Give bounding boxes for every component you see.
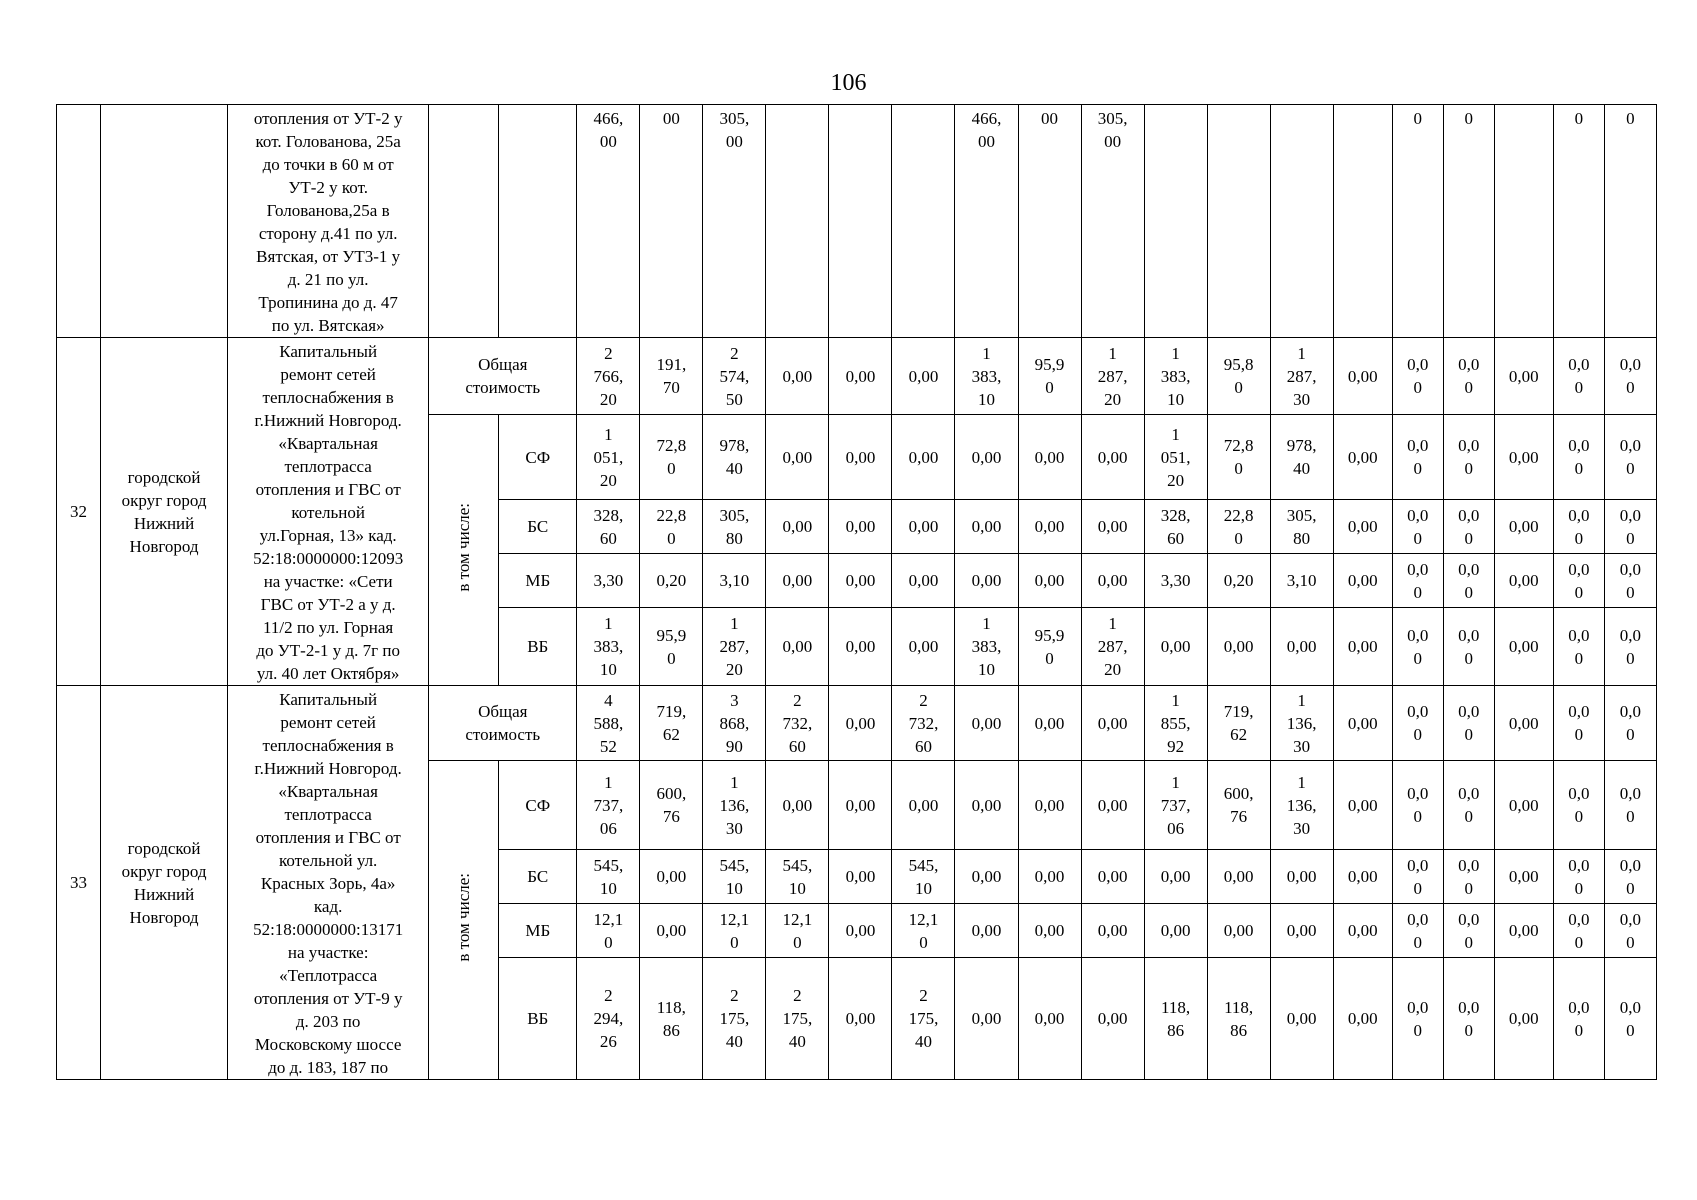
funding-source-code: МБ xyxy=(499,554,577,608)
value-cell: 00 xyxy=(1018,105,1081,338)
value-cell: 0,0 0 xyxy=(1443,686,1494,761)
value-cell: 0,00 xyxy=(1081,686,1144,761)
value-cell: 0,0 0 xyxy=(1443,338,1494,415)
value-cell: 0,00 xyxy=(1081,850,1144,904)
value-cell: 0,00 xyxy=(1494,686,1553,761)
value-cell: 0,0 0 xyxy=(1604,500,1656,554)
value-cell: 0,0 0 xyxy=(1443,500,1494,554)
value-cell: 0,0 0 xyxy=(1604,958,1656,1080)
value-cell: 1 136, 30 xyxy=(1270,761,1333,850)
value-cell: 0,0 0 xyxy=(1553,761,1604,850)
value-cell: 0,00 xyxy=(1081,761,1144,850)
value-cell: 305, 80 xyxy=(1270,500,1333,554)
source-cell xyxy=(499,105,577,338)
value-cell: 328, 60 xyxy=(1144,500,1207,554)
value-cell: 191, 70 xyxy=(640,338,703,415)
value-cell: 0,0 0 xyxy=(1553,500,1604,554)
value-cell: 0,00 xyxy=(640,904,703,958)
including-label-cell xyxy=(429,761,499,1080)
value-cell: 0,00 xyxy=(892,554,955,608)
value-cell: 0,00 xyxy=(1494,415,1553,500)
municipality-cell: городской округ город Нижний Новгород xyxy=(101,338,228,686)
value-cell: 0,0 0 xyxy=(1392,686,1443,761)
value-cell xyxy=(1333,105,1392,338)
value-cell: 719, 62 xyxy=(1207,686,1270,761)
value-cell: 0,00 xyxy=(1018,850,1081,904)
value-cell: 0,0 0 xyxy=(1604,904,1656,958)
value-cell: 0,0 0 xyxy=(1443,608,1494,686)
value-cell: 545, 10 xyxy=(577,850,640,904)
value-cell: 2 175, 40 xyxy=(892,958,955,1080)
value-cell: 0,00 xyxy=(1144,904,1207,958)
value-cell: 0,00 xyxy=(1333,850,1392,904)
value-cell: 0,00 xyxy=(1018,415,1081,500)
value-cell: 1 051, 20 xyxy=(1144,415,1207,500)
value-cell: 0,0 0 xyxy=(1392,761,1443,850)
value-cell: 1 383, 10 xyxy=(1144,338,1207,415)
including-label-cell xyxy=(429,415,499,686)
value-cell: 1 383, 10 xyxy=(577,608,640,686)
value-cell: 0,0 0 xyxy=(1553,958,1604,1080)
value-cell: 95,9 0 xyxy=(640,608,703,686)
value-cell: 12,1 0 xyxy=(766,904,829,958)
value-cell: 0,00 xyxy=(892,761,955,850)
value-cell: 0,00 xyxy=(1333,761,1392,850)
value-cell: 545, 10 xyxy=(766,850,829,904)
value-cell: 466, 00 xyxy=(577,105,640,338)
value-cell: 305, 80 xyxy=(703,500,766,554)
value-cell: 0,0 0 xyxy=(1392,958,1443,1080)
value-cell: 0,0 0 xyxy=(1553,850,1604,904)
funding-source-code: МБ xyxy=(499,904,577,958)
value-cell: 0,00 xyxy=(1494,608,1553,686)
value-cell: 0 xyxy=(1392,105,1443,338)
value-cell: 0,00 xyxy=(955,686,1018,761)
municipality-cell xyxy=(101,105,228,338)
value-cell: 0,00 xyxy=(1144,608,1207,686)
value-cell: 0,0 0 xyxy=(1604,761,1656,850)
value-cell: 0,0 0 xyxy=(1392,904,1443,958)
value-cell: 0,20 xyxy=(1207,554,1270,608)
value-cell: 0,00 xyxy=(829,850,892,904)
value-cell: 0,0 0 xyxy=(1443,554,1494,608)
value-cell: 0,00 xyxy=(1494,850,1553,904)
value-cell: 0,00 xyxy=(1494,500,1553,554)
value-cell: 0,00 xyxy=(1494,958,1553,1080)
value-cell: 0,0 0 xyxy=(1392,338,1443,415)
value-cell: 22,8 0 xyxy=(640,500,703,554)
value-cell: 0,0 0 xyxy=(1392,554,1443,608)
page-number: 106 xyxy=(830,70,867,96)
value-cell xyxy=(1494,105,1553,338)
value-cell: 0 xyxy=(1604,105,1656,338)
value-cell: 22,8 0 xyxy=(1207,500,1270,554)
value-cell: 118, 86 xyxy=(1144,958,1207,1080)
description-cell: Капитальный ремонт сетей теплоснабжения в г.Нижний Новгород. «Квартальная теплотрасса отопления и ГВС от котельной ул. Красных Зорь, 4а» кад. 52:18:0000000:13171 на участке: «Теплотрасса отопления от УТ-9 у д. 203 по Московскому шоссе до д. 183, 187 по xyxy=(228,686,429,1080)
value-cell: 600, 76 xyxy=(1207,761,1270,850)
value-cell: 0,00 xyxy=(955,958,1018,1080)
value-cell: 1 287, 20 xyxy=(703,608,766,686)
value-cell: 0,0 0 xyxy=(1553,338,1604,415)
value-cell: 0,00 xyxy=(829,554,892,608)
value-cell xyxy=(1207,105,1270,338)
value-cell: 1 383, 10 xyxy=(955,608,1018,686)
value-cell: 0,00 xyxy=(1081,554,1144,608)
value-cell: 2 574, 50 xyxy=(703,338,766,415)
value-cell: 0,00 xyxy=(829,415,892,500)
value-cell: 0,00 xyxy=(829,608,892,686)
value-cell: 00 xyxy=(640,105,703,338)
value-cell: 0,00 xyxy=(829,761,892,850)
category-cell xyxy=(429,105,499,338)
value-cell: 3 868, 90 xyxy=(703,686,766,761)
value-cell: 0,0 0 xyxy=(1553,686,1604,761)
value-cell: 0,00 xyxy=(1207,904,1270,958)
value-cell: 0,00 xyxy=(1333,608,1392,686)
value-cell: 978, 40 xyxy=(703,415,766,500)
value-cell: 0,00 xyxy=(1207,608,1270,686)
description-cell: Капитальный ремонт сетей теплоснабжения в г.Нижний Новгород. «Квартальная теплотрасса отопления и ГВС от котельной ул.Горная, 13» кад. 52:18:0000000:12093 на участке: «Сети ГВС от УТ-2 а у д. 11/2 по ул. Горная до УТ-2-1 у д. 7г по ул. 40 лет Октября» xyxy=(228,338,429,686)
value-cell: 0,0 0 xyxy=(1604,338,1656,415)
value-cell: 0,00 xyxy=(1494,904,1553,958)
value-cell: 1 737, 06 xyxy=(577,761,640,850)
value-cell: 0,00 xyxy=(1018,958,1081,1080)
value-cell: 0,00 xyxy=(1333,686,1392,761)
value-cell: 3,10 xyxy=(703,554,766,608)
value-cell: 0,0 0 xyxy=(1604,608,1656,686)
value-cell xyxy=(1270,105,1333,338)
value-cell: 1 855, 92 xyxy=(1144,686,1207,761)
value-cell: 0,0 0 xyxy=(1392,850,1443,904)
table-row xyxy=(57,338,1657,415)
value-cell: 0,00 xyxy=(1333,958,1392,1080)
table-row xyxy=(57,105,1657,338)
value-cell xyxy=(892,105,955,338)
funding-source-code: ВБ xyxy=(499,958,577,1080)
value-cell: 0,0 0 xyxy=(1443,904,1494,958)
value-cell: 0,00 xyxy=(766,338,829,415)
value-cell: 0,0 0 xyxy=(1604,850,1656,904)
value-cell: 0,00 xyxy=(1333,904,1392,958)
value-cell: 0,0 0 xyxy=(1443,958,1494,1080)
value-cell: 12,1 0 xyxy=(892,904,955,958)
value-cell: 3,30 xyxy=(1144,554,1207,608)
value-cell: 95,9 0 xyxy=(1018,338,1081,415)
row-number-cell xyxy=(57,105,101,338)
value-cell: 1 383, 10 xyxy=(955,338,1018,415)
description-cell: отопления от УТ-2 у кот. Голованова, 25а до точки в 60 м от УТ-2 у кот. Голованова,25а в сторону д.41 по ул. Вятская, от УТ3-1 у д. 21 по ул. Тропинина до д. 47 по ул. Вятская» xyxy=(228,105,429,338)
value-cell: 719, 62 xyxy=(640,686,703,761)
value-cell: 0,00 xyxy=(1494,554,1553,608)
value-cell: 0,00 xyxy=(892,338,955,415)
value-cell: 12,1 0 xyxy=(577,904,640,958)
value-cell: 0,00 xyxy=(829,500,892,554)
value-cell: 0,00 xyxy=(829,904,892,958)
including-label: в том числе: xyxy=(453,502,473,592)
value-cell: 0,00 xyxy=(1081,415,1144,500)
value-cell: 0,00 xyxy=(1207,850,1270,904)
value-cell: 0,00 xyxy=(1018,761,1081,850)
value-cell xyxy=(766,105,829,338)
value-cell: 0,0 0 xyxy=(1443,761,1494,850)
value-cell: 3,10 xyxy=(1270,554,1333,608)
total-cost-label: Общая стоимость xyxy=(429,686,577,761)
value-cell: 0,00 xyxy=(766,415,829,500)
value-cell: 0,00 xyxy=(829,686,892,761)
value-cell: 0,00 xyxy=(766,554,829,608)
value-cell: 0,00 xyxy=(1494,761,1553,850)
value-cell: 0,00 xyxy=(766,761,829,850)
value-cell: 0,00 xyxy=(1018,904,1081,958)
value-cell: 1 136, 30 xyxy=(1270,686,1333,761)
municipality-cell: городской округ город Нижний Новгород xyxy=(101,686,228,1080)
value-cell: 0,00 xyxy=(1081,500,1144,554)
value-cell: 0,00 xyxy=(766,608,829,686)
table-row xyxy=(57,686,1657,761)
funding-source-code: ВБ xyxy=(499,608,577,686)
value-cell: 0,00 xyxy=(1333,338,1392,415)
value-cell: 0,00 xyxy=(955,850,1018,904)
value-cell: 0,0 0 xyxy=(1443,850,1494,904)
value-cell: 2 766, 20 xyxy=(577,338,640,415)
value-cell: 0,00 xyxy=(829,338,892,415)
budget-table xyxy=(56,104,1657,1080)
value-cell: 978, 40 xyxy=(1270,415,1333,500)
value-cell: 118, 86 xyxy=(1207,958,1270,1080)
value-cell: 1 136, 30 xyxy=(703,761,766,850)
value-cell: 1 287, 20 xyxy=(1081,608,1144,686)
value-cell: 305, 00 xyxy=(1081,105,1144,338)
value-cell: 0,00 xyxy=(1144,850,1207,904)
value-cell: 0,0 0 xyxy=(1604,554,1656,608)
value-cell: 2 175, 40 xyxy=(766,958,829,1080)
value-cell: 0,00 xyxy=(1081,958,1144,1080)
value-cell: 0,00 xyxy=(955,415,1018,500)
value-cell: 0,00 xyxy=(640,850,703,904)
value-cell: 3,30 xyxy=(577,554,640,608)
value-cell: 0,00 xyxy=(1333,415,1392,500)
value-cell: 0,00 xyxy=(1270,958,1333,1080)
value-cell: 0,0 0 xyxy=(1392,500,1443,554)
including-label: в том числе: xyxy=(453,872,473,962)
value-cell: 0,00 xyxy=(892,500,955,554)
value-cell: 0,20 xyxy=(640,554,703,608)
value-cell: 118, 86 xyxy=(640,958,703,1080)
value-cell: 0,00 xyxy=(892,415,955,500)
value-cell: 0,0 0 xyxy=(1553,415,1604,500)
value-cell: 2 175, 40 xyxy=(703,958,766,1080)
value-cell: 466, 00 xyxy=(955,105,1018,338)
value-cell: 2 732, 60 xyxy=(892,686,955,761)
value-cell: 0,00 xyxy=(1018,554,1081,608)
value-cell: 0,0 0 xyxy=(1392,608,1443,686)
value-cell: 0,00 xyxy=(1333,500,1392,554)
value-cell: 95,8 0 xyxy=(1207,338,1270,415)
value-cell: 545, 10 xyxy=(703,850,766,904)
value-cell: 0,00 xyxy=(766,500,829,554)
total-cost-label: Общая стоимость xyxy=(429,338,577,415)
value-cell: 0 xyxy=(1443,105,1494,338)
funding-source-code: СФ xyxy=(499,761,577,850)
value-cell: 1 287, 30 xyxy=(1270,338,1333,415)
value-cell: 72,8 0 xyxy=(640,415,703,500)
funding-source-code: БС xyxy=(499,500,577,554)
value-cell: 0,00 xyxy=(1270,904,1333,958)
funding-source-code: СФ xyxy=(499,415,577,500)
row-number-cell: 32 xyxy=(57,338,101,686)
value-cell: 0,00 xyxy=(1270,850,1333,904)
value-cell: 12,1 0 xyxy=(703,904,766,958)
value-cell: 0,00 xyxy=(1081,904,1144,958)
value-cell: 0,00 xyxy=(955,761,1018,850)
value-cell: 0,0 0 xyxy=(1443,415,1494,500)
value-cell: 328, 60 xyxy=(577,500,640,554)
value-cell: 1 051, 20 xyxy=(577,415,640,500)
value-cell: 0,0 0 xyxy=(1604,415,1656,500)
value-cell: 0,0 0 xyxy=(1392,415,1443,500)
value-cell: 0,00 xyxy=(955,904,1018,958)
value-cell: 0,0 0 xyxy=(1553,608,1604,686)
value-cell: 0,00 xyxy=(892,608,955,686)
row-number-cell: 33 xyxy=(57,686,101,1080)
value-cell: 0,00 xyxy=(955,500,1018,554)
value-cell: 0,00 xyxy=(955,554,1018,608)
value-cell: 545, 10 xyxy=(892,850,955,904)
value-cell: 0,00 xyxy=(1018,500,1081,554)
value-cell: 0,00 xyxy=(1333,554,1392,608)
funding-source-code: БС xyxy=(499,850,577,904)
value-cell: 0,00 xyxy=(1018,686,1081,761)
value-cell: 0,0 0 xyxy=(1604,686,1656,761)
value-cell: 1 287, 20 xyxy=(1081,338,1144,415)
value-cell: 0,00 xyxy=(1494,338,1553,415)
value-cell: 72,8 0 xyxy=(1207,415,1270,500)
value-cell: 1 737, 06 xyxy=(1144,761,1207,850)
value-cell xyxy=(1144,105,1207,338)
value-cell xyxy=(829,105,892,338)
value-cell: 95,9 0 xyxy=(1018,608,1081,686)
value-cell: 0,0 0 xyxy=(1553,554,1604,608)
value-cell: 4 588, 52 xyxy=(577,686,640,761)
value-cell: 0,00 xyxy=(1270,608,1333,686)
value-cell: 0,00 xyxy=(829,958,892,1080)
value-cell: 0 xyxy=(1553,105,1604,338)
value-cell: 0,0 0 xyxy=(1553,904,1604,958)
value-cell: 600, 76 xyxy=(640,761,703,850)
value-cell: 2 294, 26 xyxy=(577,958,640,1080)
value-cell: 305, 00 xyxy=(703,105,766,338)
value-cell: 2 732, 60 xyxy=(766,686,829,761)
